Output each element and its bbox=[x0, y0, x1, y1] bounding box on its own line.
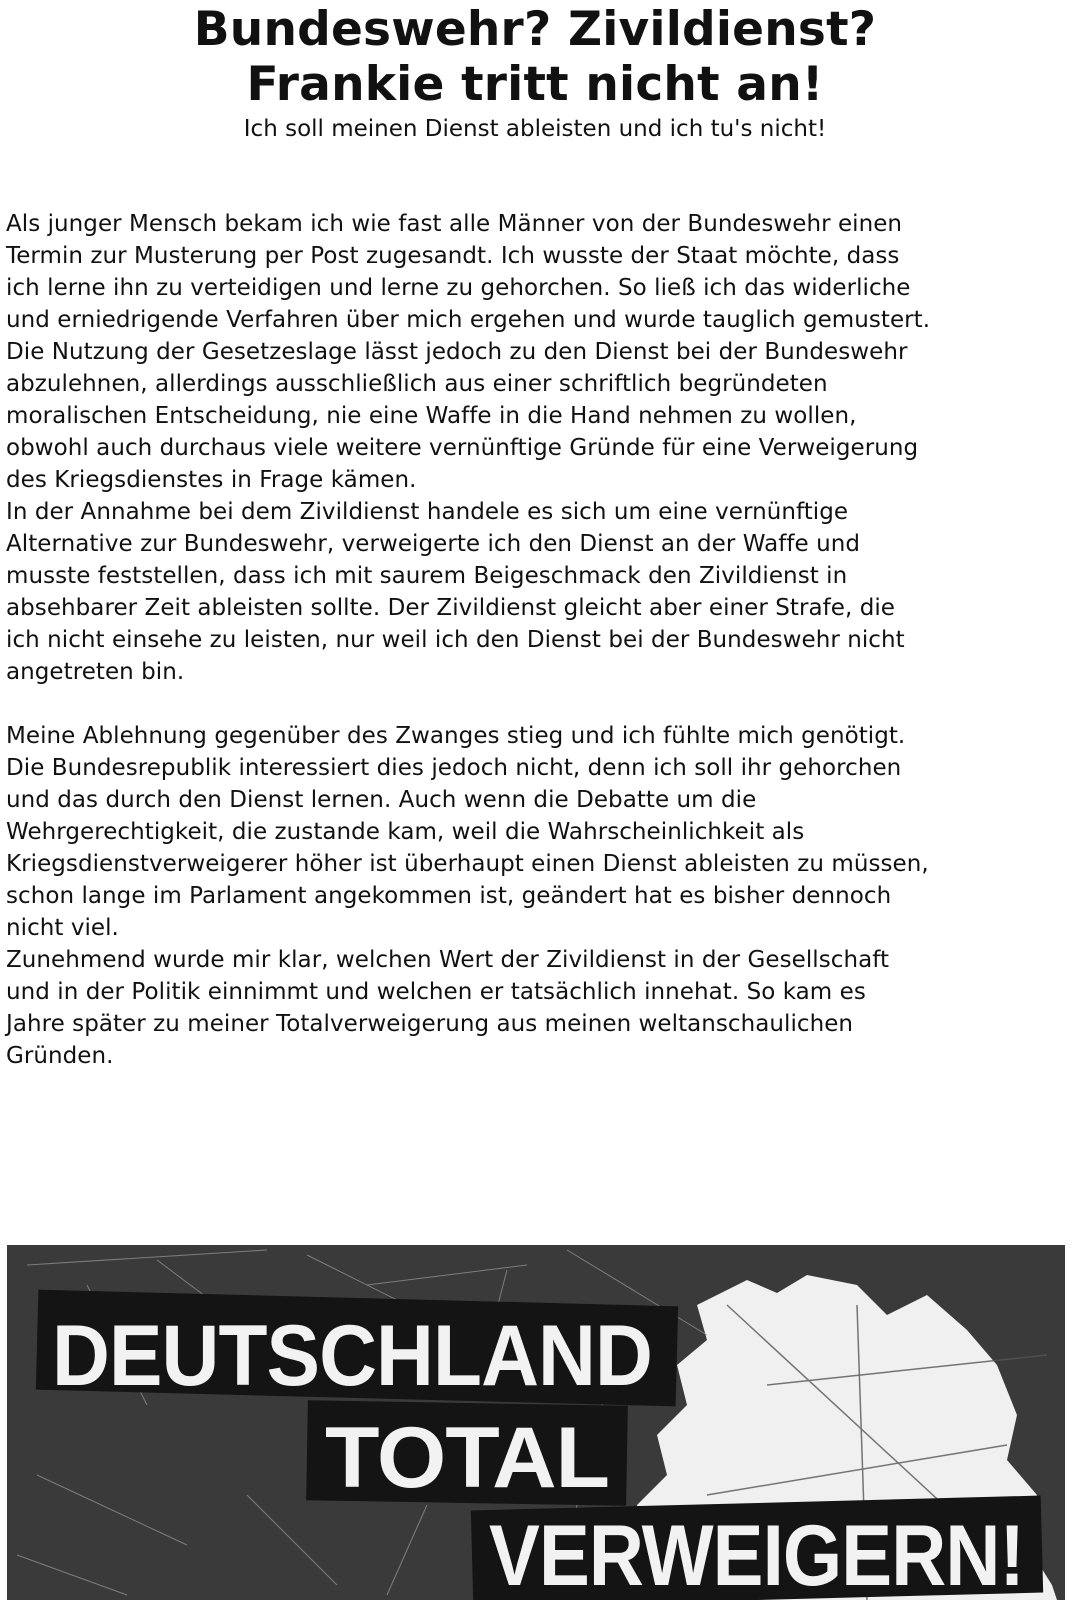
page-title bbox=[0, 2, 1070, 112]
subtitle: Ich soll meinen Dienst ableisten und ich tu's nicht! bbox=[243, 116, 827, 142]
banner-graphic bbox=[7, 1245, 1065, 1600]
title-line-1: Bundeswehr? Zivildienst? bbox=[193, 2, 877, 57]
article-body: Als junger Mensch bekam ich wie fast alle Männer von der Bundeswehr einen Termin zur Musterung per Post zugesandt. Ich wusste der Staat möchte, dass ich lerne ihn zu verteidigen und lerne zu gehorchen. So ließ ich das widerliche und erniedrigende Verfahren über mich ergehen und wurde tauglich gemustert. Die Nutzung der Gesetzeslage lässt jedoch zu den Dienst bei der Bundeswehr abzulehnen, allerdings ausschließlich aus einer schriftlich begründeten moralischen Entscheidung, nie eine Waffe in die Hand nehmen zu wollen, obwohl auch durchaus viele weitere vernünftige Gründe für eine Verweigerung des Kriegsdienstes in Frage kämen. In der Annahme bei dem Zivildienst handele es sich um eine vernünftige Alternative zur Bundeswehr, verweigerte ich den Dienst an der Waffe und musste feststellen, dass ich mit saurem Beigeschmack den Zivildienst in absehbarer Zeit ableisten sollte. Der Zivildienst gleicht aber einer Strafe, die ich nicht einsehe zu leisten, nur weil ich den Dienst bei der Bundeswehr nicht angetreten bin. Meine Ablehnung gegenüber des Zwanges stieg und ich fühlte mich genötigt. Die Bundesrepublik interessiert dies jedoch nicht, denn ich soll ihr gehorchen und das durch den Dienst lernen. Auch wenn die Debatte um die Wehrgerechtigkeit, die zustande kam, weil die Wahrscheinlichkeit als Kriegsdienstverweigerer höher ist überhaupt einen Dienst ableisten zu müssen, schon lange im Parlament angekommen ist, geändert hat es bisher dennoch nicht viel. Zunehmend wurde mir klar, welchen Wert der Zivildienst in der Gesellschaft und in der Politik einnimmt und welchen er tatsächlich innehat. So kam es Jahre später zu meiner Totalverweigerung aus meinen weltanschaulichen Gründen. bbox=[6, 211, 931, 1069]
banner-word-deutschland: DEUTSCHLAND bbox=[52, 1308, 652, 1404]
title-line-2: Frankie tritt nicht an! bbox=[246, 57, 824, 112]
banner-word-verweigern: VERWEIGERN! bbox=[489, 1508, 1024, 1600]
banner-word-total: TOTAL bbox=[325, 1410, 609, 1506]
campaign-banner bbox=[7, 1245, 1065, 1600]
